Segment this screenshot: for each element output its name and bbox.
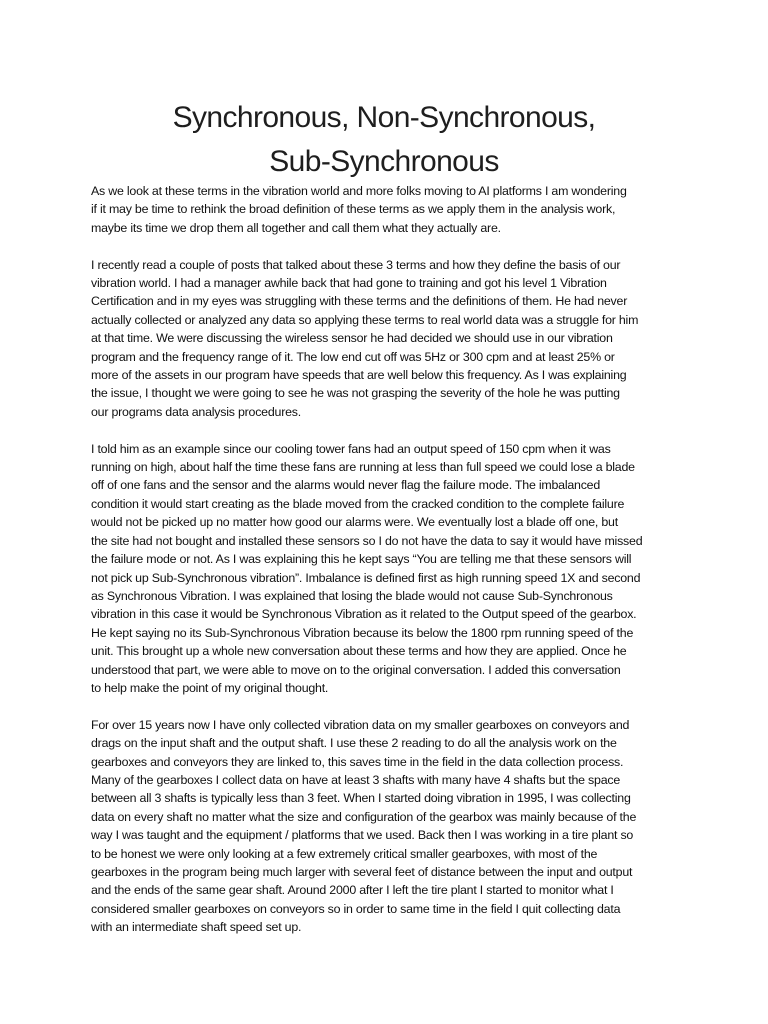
text-line: the issue, I thought we were going to see he was not grasping the severity of the hole he was putting [91,386,620,401]
text-line: with an intermediate shaft speed set up. [91,920,302,935]
text-line: As we look at these terms in the vibration world and more folks moving to AI platforms I am wondering [91,184,627,198]
text-line: our programs data analysis procedures. [91,404,301,419]
document-title [92,96,676,184]
text-line: to help make the point of my original thought. [91,680,329,695]
title-line: Sub-Synchronous [269,145,499,178]
title-line: Synchronous, Non-Synchronous, [172,101,596,134]
text-line: understood that part, we were able to move on to the original conversation. I added this conversation [91,662,621,677]
text-line: considered smaller gearboxes on conveyors so in order to same time in the field I quit collecting data [91,901,621,916]
text-line: between all 3 shafts is typically less than 3 feet. When I started doing vibration in 1995, I was collecting [91,791,631,806]
text-line: maybe its time we drop them all together and call them what they actually are. [91,220,501,235]
text-line: He kept saying no its Sub-Synchronous Vibration because its below the 1800 rpm running speed of the [91,625,634,640]
text-line: running on high, about half the time these fans are running at less than full speed we could lose a blade [91,460,635,475]
text-line: vibration world. I had a manager awhile back that had gone to training and got his level 1 Vibration [91,276,607,291]
text-line: drags on the input shaft and the output shaft. I use these 2 reading to do all the analysis work on the [91,736,617,751]
text-line: not pick up Sub-Synchronous vibration”. Imbalance is defined first as high running speed 1X and second [91,570,641,585]
text-line: data on every shaft no matter what the size and configuration of the gearbox was mainly because of the [91,809,637,824]
document-body [91,182,686,955]
text-line: Many of the gearboxes I collect data on have at least 3 shafts with many have 4 shafts but the space [91,772,621,787]
text-line: program and the frequency range of it. The low end cut off was 5Hz or 300 cpm and at least 25% or [91,349,615,364]
text-line: For over 15 years now I have only collected vibration data on my smaller gearboxes on conveyors and [91,717,630,732]
text-line: off of one fans and the sensor and the alarms would never flag the failure mode. The imbalanced [91,478,601,493]
text-line: Certification and in my eyes was struggling with these terms and the definitions of them. He had never [91,294,628,309]
text-line: unit. This brought up a whole new conversation about these terms and how they are applied. Once he [91,644,627,659]
text-line: vibration in this case it would be Synchronous Vibration as it related to the Output speed of the gearbox. [91,607,637,622]
paragraph [91,440,686,698]
text-line: the site had not bought and installed these sensors so I do not have the data to say it would have missed [91,533,643,548]
text-line: actually collected or analyzed any data so applying these terms to real world data was a struggle for him [91,312,639,327]
paragraph [91,716,686,937]
text-line: and the ends of the same gear shaft. Around 2000 after I left the tire plant I started to monitor what I [91,883,614,898]
text-line: as Synchronous Vibration. I was explained that losing the blade would not cause Sub-Synchronous [91,588,613,603]
text-line: if it may be time to rethink the broad definition of these terms as we apply them in the analysis work, [91,202,616,217]
text-line: at that time. We were discussing the wireless sensor he had decided we should use in our vibration [91,331,613,346]
paragraph [91,182,686,237]
text-line: the failure mode or not. As I was explaining this he kept says “You are telling me that these sensors will [91,552,632,567]
text-line: I told him as an example since our cooling tower fans had an output speed of 150 cpm when it was [91,441,611,456]
text-line: would not be picked up no matter how good our alarms were. We eventually lost a blade off one, but [91,515,618,530]
text-line: more of the assets in our program have speeds that are well below this frequency. As I was explaining [91,368,627,383]
text-line: condition it would start creating as the blade moved from the cracked condition to the complete failure [91,496,625,511]
text-line: I recently read a couple of posts that talked about these 3 terms and how they define the basis of our [91,257,621,272]
text-line: gearboxes in the program being much larger with several feet of distance between the input and output [91,864,633,879]
paragraph [91,256,686,422]
text-line: to be honest we were only looking at a few extremely critical smaller gearboxes, with most of the [91,846,598,861]
text-line: gearboxes and conveyors they are linked to, this saves time in the field in the data collection process. [91,754,624,769]
text-line: way I was taught and the equipment / platforms that we used. Back then I was working in a tire plant so [91,828,634,843]
